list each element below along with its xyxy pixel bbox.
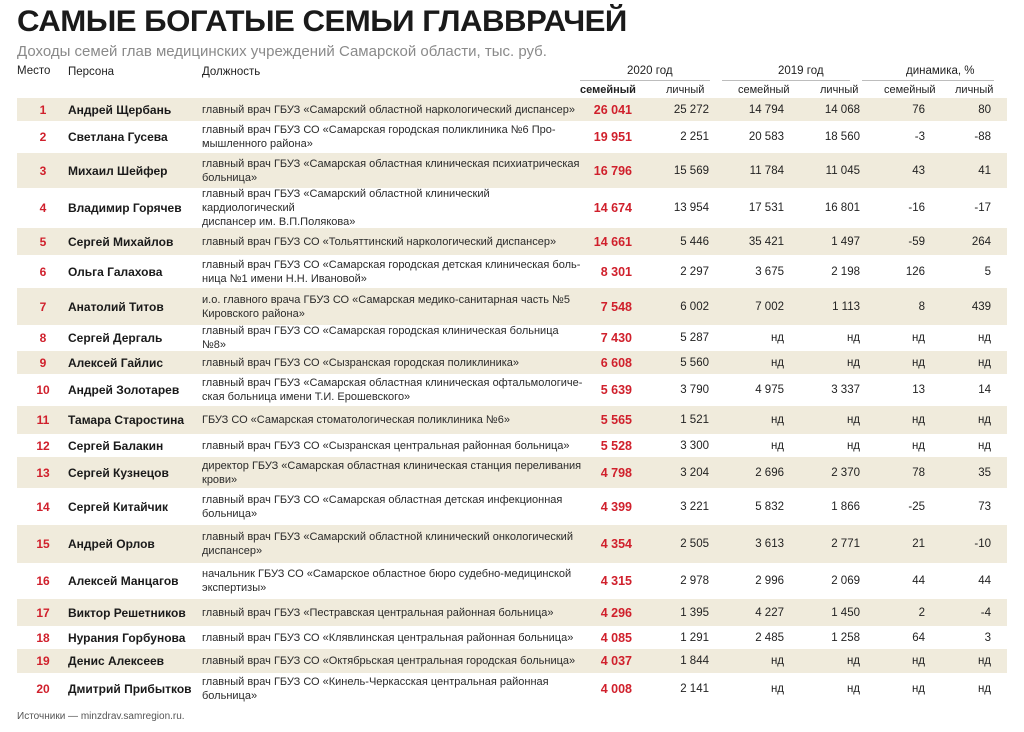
family-2020-cell: 19 951 <box>593 130 632 144</box>
family-2020-cell: 4 296 <box>600 605 632 620</box>
personal-2019-cell: нд <box>846 414 860 426</box>
personal-2020-cell: 5 446 <box>680 235 709 248</box>
table-row <box>17 626 1007 649</box>
person-name: Андрей Золотарев <box>68 383 180 397</box>
table-row <box>17 98 1007 121</box>
family-2019-cell: 2 485 <box>755 631 784 644</box>
rank-cell: 20 <box>36 682 50 696</box>
personal-2020-cell: 1 291 <box>680 631 709 644</box>
header-personal-2019: личный <box>820 84 859 96</box>
person-name: Владимир Горячев <box>68 201 182 215</box>
table-row <box>17 563 1007 599</box>
family-2020-cell: 4 315 <box>600 574 632 588</box>
table-row <box>17 434 1007 457</box>
dynamics-family-cell: 78 <box>912 466 925 479</box>
personal-2019-cell: 18 560 <box>824 131 860 143</box>
position-cell: главный врач ГБУЗ СО «Самарская городская поликлиника №6 Про- мышленного района» <box>202 124 556 150</box>
rank-cell: 4 <box>39 201 47 215</box>
dynamics-personal-cell: 5 <box>984 265 991 278</box>
table-row <box>17 406 1007 434</box>
page-subtitle: Доходы семей глав медицинских учреждений Самарской области, тыс. руб. <box>17 43 547 60</box>
rank-cell: 5 <box>39 234 47 249</box>
personal-2019-cell: 2 771 <box>831 538 860 550</box>
dynamics-personal-cell: 44 <box>978 575 991 587</box>
family-2019-cell: 2 996 <box>755 575 784 587</box>
header-family-2020: семейный <box>580 84 636 96</box>
family-2019-cell: нд <box>770 356 784 369</box>
person-name: Сергей Михайлов <box>68 234 174 249</box>
header-underline-2020 <box>580 80 710 81</box>
person-name: Тамара Старостина <box>68 413 185 427</box>
table-row <box>17 457 1007 488</box>
position-cell: главный врач ГБУЗ СО «Сызранская городская поликлиника» <box>202 356 520 369</box>
position-cell: главный врач ГБУЗ «Самарская областная клиническая психиатрическая больница» <box>202 157 580 184</box>
dynamics-personal-cell: 73 <box>978 500 991 513</box>
person-name: Сергей Кузнецов <box>68 465 169 480</box>
position-cell: главный врач ГБУЗ «Самарская областная клиническая офтальмологиче- ская больница имени Т.И. Ерошевского» <box>202 377 583 403</box>
personal-2019-cell: нд <box>846 439 860 452</box>
family-2019-cell: 3 675 <box>755 265 784 278</box>
rank-cell: 8 <box>39 331 47 345</box>
dynamics-personal-cell: нд <box>977 683 991 695</box>
family-2020-cell: 4 354 <box>600 537 632 551</box>
family-2020-cell: 6 608 <box>600 355 632 370</box>
family-2019-cell: 17 531 <box>748 202 784 214</box>
dynamics-family-cell: 8 <box>918 300 925 313</box>
rank-cell: 12 <box>36 438 50 453</box>
position-cell: главный врач ГБУЗ СО «Кинель-Черкасская центральная районная больница» <box>202 676 549 702</box>
family-2020-cell: 7 430 <box>600 331 632 345</box>
dynamics-family-cell: нд <box>911 332 925 344</box>
personal-2019-cell: 2 198 <box>831 265 860 278</box>
dynamics-personal-cell: 35 <box>978 466 991 479</box>
personal-2019-cell: 2 069 <box>831 575 860 587</box>
dynamics-personal-cell: -10 <box>974 538 991 550</box>
family-2020-cell: 16 796 <box>593 163 632 178</box>
family-2019-cell: 14 794 <box>748 103 784 116</box>
dynamics-family-cell: нд <box>911 414 925 426</box>
person-name: Алексей Манцагов <box>68 574 179 588</box>
header-person: Персона <box>68 66 115 78</box>
family-2019-cell: 5 832 <box>755 500 784 513</box>
dynamics-family-cell: 44 <box>912 575 925 587</box>
personal-2019-cell: 14 068 <box>824 103 860 116</box>
personal-2019-cell: 1 866 <box>831 500 860 513</box>
rank-cell: 9 <box>39 355 47 370</box>
person-name: Виктор Решетников <box>68 605 186 620</box>
position-cell: главный врач ГБУЗ СО «Тольяттинский наркологический диспансер» <box>202 235 557 248</box>
family-2019-cell: 35 421 <box>748 235 784 248</box>
rank-cell: 13 <box>36 465 50 480</box>
family-2020-cell: 8 301 <box>600 264 632 279</box>
rank-cell: 1 <box>39 102 47 117</box>
position-cell: главный врач ГБУЗ СО «Самарская городская клиническая больница №8» <box>202 325 559 351</box>
dynamics-personal-cell: нд <box>977 439 991 452</box>
header-underline-dynamics <box>862 80 994 81</box>
position-cell: ГБУЗ СО «Самарская стоматологическая поликлиника №6» <box>202 414 510 426</box>
dynamics-family-cell: 76 <box>912 103 925 116</box>
personal-2019-cell: 1 113 <box>832 300 860 313</box>
position-cell: главный врач ГБУЗ СО «Клявлинская центральная районная больница» <box>202 631 574 644</box>
dynamics-personal-cell: 80 <box>978 103 991 116</box>
family-2019-cell: 20 583 <box>748 131 784 143</box>
personal-2019-cell: 2 370 <box>831 466 860 479</box>
person-name: Андрей Щербань <box>68 102 172 117</box>
family-2020-cell: 7 548 <box>600 299 632 314</box>
dynamics-personal-cell: 14 <box>978 384 991 396</box>
source-note: Источники — minzdrav.samregion.ru. <box>17 711 185 722</box>
personal-2019-cell: 3 337 <box>831 384 860 396</box>
person-name: Сергей Китайчик <box>68 499 169 514</box>
dynamics-personal-cell: нд <box>977 332 991 344</box>
person-name: Алексей Гайлис <box>68 355 164 370</box>
header-rank: Место <box>17 65 51 77</box>
dynamics-personal-cell: 41 <box>978 164 991 177</box>
person-name: Светлана Гусева <box>68 130 168 144</box>
personal-2020-cell: 15 569 <box>673 164 709 177</box>
family-2020-cell: 4 008 <box>600 682 632 696</box>
table-row <box>17 121 1007 153</box>
personal-2020-cell: 1 844 <box>680 655 709 667</box>
position-cell: главный врач ГБУЗ «Пестравская центральная районная больница» <box>202 606 554 619</box>
table-row <box>17 188 1007 228</box>
table-row <box>17 153 1007 188</box>
person-name: Сергей Балакин <box>68 438 164 453</box>
rank-cell: 7 <box>39 299 47 314</box>
dynamics-personal-cell: -4 <box>980 606 991 619</box>
family-2020-cell: 26 041 <box>593 102 632 117</box>
position-cell: главный врач ГБУЗ «Самарский областной наркологический диспансер» <box>202 103 575 116</box>
dynamics-family-cell: 21 <box>912 538 925 550</box>
family-2019-cell: нд <box>770 439 784 452</box>
personal-2019-cell: 11 045 <box>825 164 860 177</box>
dynamics-personal-cell: 439 <box>971 300 991 313</box>
header-year-2019: 2019 год <box>778 65 824 77</box>
dynamics-personal-cell: нд <box>977 655 991 667</box>
header-underline-2019 <box>722 80 850 81</box>
dynamics-family-cell: 64 <box>912 631 925 644</box>
family-2020-cell: 5 565 <box>600 413 632 427</box>
header-family-dyn: семейный <box>884 84 936 96</box>
header-dynamics: динамика, % <box>906 65 975 77</box>
personal-2019-cell: нд <box>846 683 860 695</box>
table-row <box>17 599 1007 626</box>
dynamics-family-cell: нд <box>911 683 925 695</box>
family-2020-cell: 5 639 <box>600 383 632 397</box>
personal-2019-cell: нд <box>846 655 860 667</box>
header-personal-dyn: личный <box>955 84 994 96</box>
family-2020-cell: 14 674 <box>593 201 632 215</box>
table-row <box>17 255 1007 288</box>
position-cell: и.о. главного врача ГБУЗ СО «Самарская медико-санитарная часть №5 Кировского района» <box>202 293 570 320</box>
dynamics-personal-cell: -88 <box>974 131 991 143</box>
personal-2020-cell: 13 954 <box>673 202 709 214</box>
table-row <box>17 488 1007 525</box>
personal-2020-cell: 2 251 <box>680 131 709 143</box>
personal-2020-cell: 2 978 <box>680 575 709 587</box>
rank-cell: 6 <box>39 264 47 279</box>
dynamics-personal-cell: -17 <box>974 202 991 214</box>
dynamics-personal-cell: 264 <box>971 235 991 248</box>
personal-2019-cell: нд <box>846 356 860 369</box>
person-name: Михаил Шейфер <box>68 163 168 178</box>
family-2019-cell: 4 227 <box>755 606 784 619</box>
personal-2020-cell: 3 204 <box>680 466 709 479</box>
position-cell: главный врач ГБУЗ «Самарский областной клинический онкологический диспансер» <box>202 531 573 557</box>
position-cell: главный врач ГБУЗ СО «Сызранская центральная районная больница» <box>202 439 570 452</box>
person-name: Ольга Галахова <box>68 264 163 279</box>
position-cell: главный врач ГБУЗ СО «Самарская городская детская клиническая боль- ница №1 имени Н.Н. Ивановой» <box>202 258 581 285</box>
personal-2020-cell: 6 002 <box>680 300 709 313</box>
rank-cell: 16 <box>36 574 50 588</box>
table-row <box>17 673 1007 705</box>
position-cell: главный врач ГБУЗ СО «Октябрьская центральная городская больница» <box>202 655 576 667</box>
personal-2020-cell: 5 560 <box>680 356 709 369</box>
person-name: Андрей Орлов <box>68 537 155 551</box>
person-name: Дмитрий Прибытков <box>68 682 192 696</box>
personal-2019-cell: 1 258 <box>831 631 860 644</box>
rank-cell: 17 <box>36 605 50 620</box>
dynamics-family-cell: -16 <box>908 202 925 214</box>
table-row <box>17 374 1007 406</box>
table-row <box>17 351 1007 374</box>
person-name: Анатолий Титов <box>68 299 164 314</box>
position-cell: директор ГБУЗ «Самарская областная клиническая станция переливания крови» <box>202 459 582 486</box>
personal-2019-cell: 16 801 <box>824 202 860 214</box>
header-position: Должность <box>202 66 261 78</box>
dynamics-family-cell: 126 <box>905 265 925 278</box>
family-2019-cell: 11 784 <box>749 164 784 177</box>
header-year-2020: 2020 год <box>627 65 673 77</box>
rank-cell: 11 <box>36 413 50 427</box>
family-2019-cell: 4 975 <box>755 384 784 396</box>
rank-cell: 14 <box>36 499 50 514</box>
dynamics-personal-cell: 3 <box>984 631 991 644</box>
dynamics-family-cell: 43 <box>912 164 925 177</box>
header-family-2019: семейный <box>738 84 790 96</box>
table-row <box>17 525 1007 563</box>
family-2020-cell: 4 037 <box>600 654 632 668</box>
dynamics-family-cell: -59 <box>908 235 925 248</box>
header-personal-2020: личный <box>666 84 705 96</box>
table-row <box>17 288 1007 325</box>
page-title: САМЫЕ БОГАТЫЕ СЕМЬИ ГЛАВВРАЧЕЙ <box>17 5 627 38</box>
position-cell: главный врач ГБУЗ «Самарский областной клинический кардиологический диспансер им. В.П.Полякова» <box>202 188 490 228</box>
family-2019-cell: 2 696 <box>755 466 784 479</box>
table-row <box>17 228 1007 255</box>
personal-2019-cell: нд <box>846 332 860 344</box>
family-2019-cell: нд <box>770 414 784 426</box>
rank-cell: 15 <box>36 537 50 551</box>
dynamics-family-cell: 2 <box>918 606 925 619</box>
personal-2020-cell: 2 297 <box>680 265 709 278</box>
personal-2019-cell: 1 497 <box>831 235 860 248</box>
family-2020-cell: 14 661 <box>593 234 632 249</box>
personal-2020-cell: 3 300 <box>680 439 709 452</box>
dynamics-family-cell: нд <box>911 439 925 452</box>
person-name: Денис Алексеев <box>68 654 165 668</box>
personal-2020-cell: 2 505 <box>680 538 709 550</box>
personal-2020-cell: 2 141 <box>680 683 709 695</box>
dynamics-personal-cell: нд <box>977 356 991 369</box>
family-2020-cell: 4 399 <box>600 499 632 514</box>
table-row <box>17 649 1007 673</box>
table-row <box>17 325 1007 351</box>
dynamics-family-cell: -3 <box>914 131 925 143</box>
dynamics-personal-cell: нд <box>977 414 991 426</box>
personal-2019-cell: 1 450 <box>831 606 860 619</box>
family-2020-cell: 4 085 <box>600 630 632 645</box>
person-name: Нурания Горбунова <box>68 630 186 645</box>
personal-2020-cell: 1 521 <box>680 414 709 426</box>
family-2019-cell: 7 002 <box>755 300 784 313</box>
family-2020-cell: 5 528 <box>600 438 632 453</box>
family-2019-cell: нд <box>770 332 784 344</box>
personal-2020-cell: 25 272 <box>673 103 709 116</box>
position-cell: начальник ГБУЗ СО «Самарское областное бюро судебно-медицинской экспертизы» <box>202 568 572 594</box>
personal-2020-cell: 5 287 <box>680 332 709 344</box>
personal-2020-cell: 3 221 <box>680 500 709 513</box>
rank-cell: 10 <box>36 383 50 397</box>
family-2019-cell: нд <box>770 683 784 695</box>
family-2020-cell: 4 798 <box>600 465 632 480</box>
family-2019-cell: 3 613 <box>755 538 784 550</box>
dynamics-family-cell: -25 <box>908 500 925 513</box>
rank-cell: 2 <box>39 130 47 144</box>
dynamics-family-cell: 13 <box>912 384 925 396</box>
position-cell: главный врач ГБУЗ СО «Самарская областная детская инфекционная больница» <box>202 493 563 520</box>
rank-cell: 3 <box>39 163 47 178</box>
personal-2020-cell: 3 790 <box>680 384 709 396</box>
family-2019-cell: нд <box>770 655 784 667</box>
dynamics-family-cell: нд <box>911 655 925 667</box>
personal-2020-cell: 1 395 <box>680 606 709 619</box>
rank-cell: 19 <box>36 654 50 668</box>
dynamics-family-cell: нд <box>911 356 925 369</box>
rank-cell: 18 <box>36 630 50 645</box>
person-name: Сергей Дергаль <box>68 331 163 345</box>
